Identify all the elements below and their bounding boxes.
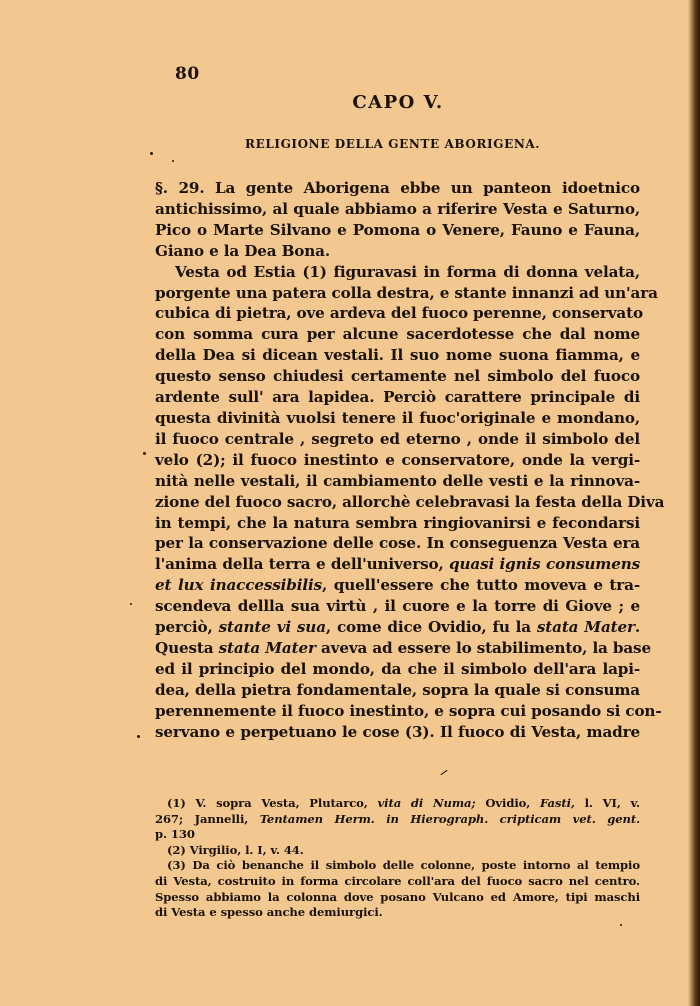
page-number: 80: [175, 64, 200, 84]
footnote-text: 267; Jannelli,: [155, 811, 249, 826]
footnote-line: [155, 796, 640, 812]
text-fragment: .: [634, 618, 641, 637]
text-line: scendeva dellla sua virtù , il cuore e la torre di Giove ; e: [155, 597, 640, 616]
paper-speck: [620, 924, 622, 926]
italic-phrase: stata Mater: [218, 638, 316, 657]
text-line: velo (2); il fuoco inestinto e conservatore, onde la vergi-: [155, 450, 640, 469]
text-line: questa divinità vuolsi tenere il fuoc'originale e mondano,: [155, 408, 640, 427]
footnote-italic: Fasti,: [540, 796, 575, 810]
italic-phrase: et lux inaccessibilis: [155, 576, 323, 595]
paper-speck: [130, 603, 132, 605]
paper-speck: [143, 452, 146, 455]
text-line: [155, 554, 640, 575]
footnote-text: Ovidio,: [485, 796, 531, 810]
italic-phrase: stata Mater: [536, 618, 635, 637]
paper-speck: [150, 152, 153, 155]
text-line: ed il principio del mondo, da che il simbolo dell'ara lapi-: [155, 659, 640, 678]
paper-speck: [172, 160, 174, 162]
footnotes: [155, 796, 640, 921]
text-line: [155, 617, 640, 638]
text-line: dea, della pietra fondamentale, sopra la quale si consuma: [155, 680, 640, 699]
text-line: nità nelle vestali, il cambiamento delle vesti e la rinnova-: [155, 471, 640, 490]
text-line: [155, 575, 640, 596]
footnote-line: di Vesta e spesso anche demiurgici.: [155, 905, 383, 920]
text-fragment: perciò,: [155, 618, 213, 637]
text-fragment: l'anima della terra e dell'universo,: [155, 555, 444, 574]
footnote-text: (1) V. sopra Vesta, Plutarco,: [167, 796, 368, 810]
text-fragment: Questa: [155, 638, 214, 657]
text-line: ardente sull' ara lapidea. Perciò carattere principale di: [155, 388, 640, 407]
text-line: Giano e la Dea Bona.: [155, 241, 330, 260]
italic-phrase: quasi ignis consumens: [449, 555, 640, 574]
footnote-line: (3) Da ciò benanche il simbolo delle colonne, poste intorno al tempio: [167, 858, 640, 873]
text-line: questo senso chiudesi certamente nel simbolo del fuoco: [155, 367, 640, 386]
text-line: zione del fuoco sacro, allorchè celebravasi la festa della Diva: [155, 492, 665, 511]
text-line: servano e perpetuano le cose (3). Il fuoco di Vesta, madre: [155, 722, 640, 741]
text-line: Vesta od Estia (1) figuravasi in forma di donna velata,: [175, 262, 640, 281]
text-line: della Dea si dicean vestali. Il suo nome suona fiamma, e: [155, 346, 640, 365]
text-line: Pico o Marte Silvano e Pomona o Venere, Fauno e Fauna,: [155, 220, 640, 239]
footnote-text: l. VI, v.: [584, 796, 640, 810]
footnote-line: p. 130: [155, 827, 195, 842]
italic-phrase: stante vi sua: [218, 618, 326, 637]
chapter-title: CAPO V.: [352, 92, 444, 113]
footnote-line: (2) Virgilio, l. I, v. 44.: [167, 842, 304, 857]
text-fragment: aveva ad essere lo stabilimento, la base: [320, 638, 651, 657]
body-text: [155, 178, 665, 742]
text-line: [155, 638, 651, 659]
text-fragment: , come dice Ovidio, fu la: [325, 618, 531, 637]
footnote-line: Spesso abbiamo la colonna dove posano Vulcano ed Amore, tipi maschi: [155, 889, 640, 904]
text-line: il fuoco centrale , segreto ed eterno , onde il simbolo del: [155, 429, 640, 448]
text-line: per la conservazione delle cose. In conseguenza Vesta era: [155, 534, 640, 553]
text-line: perennemente il fuoco inestinto, e sopra cui posando si con-: [155, 701, 662, 720]
footnote-italic: vita di Numa;: [377, 796, 476, 810]
paper-speck: [137, 735, 140, 738]
text-line: con somma cura per alcune sacerdotesse che dal nome: [155, 325, 640, 344]
text-line: §. 29. La gente Aborigena ebbe un panteon idoetnico: [155, 179, 640, 197]
text-line: cubica di pietra, ove ardeva del fuoco perenne, conservato: [155, 304, 643, 323]
footnote-line: di Vesta, costruito in forma circolare coll'ara del fuoco sacro nel centro.: [155, 873, 640, 888]
footnote-italic: Tentamen Herm. in Hierograph. cripticam vet. gent.: [259, 811, 641, 826]
section-title: RELIGIONE DELLA GENTE ABORIGENA.: [245, 137, 541, 151]
footnote-line: [155, 812, 640, 828]
text-line: in tempi, che la natura sembra ringiovanirsi e fecondarsi: [155, 513, 640, 532]
text-line: antichissimo, al quale abbiamo a riferire Vesta e Saturno,: [155, 199, 640, 218]
text-line: porgente una patera colla destra, e stante innanzi ad un'ara: [155, 283, 658, 302]
book-spine-shadow: [688, 0, 700, 1006]
footnote-divider: [440, 770, 447, 775]
text-fragment: , quell'essere che tutto moveva e tra-: [322, 576, 640, 595]
